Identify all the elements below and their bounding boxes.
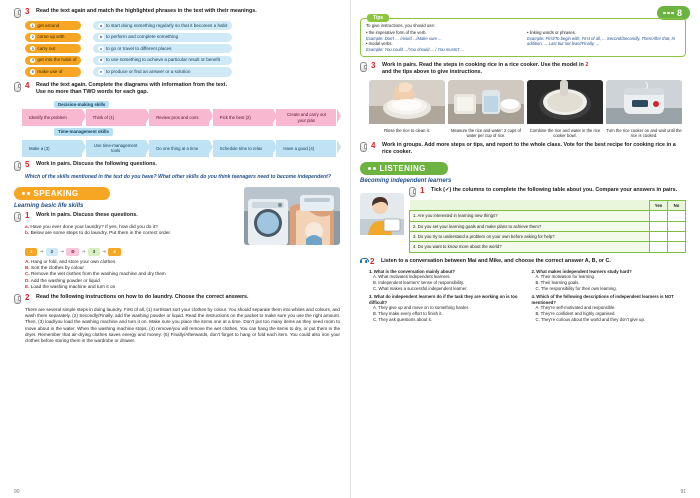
listening-ex1-number: 1 <box>420 185 425 195</box>
arrow-icon: ➜ <box>102 248 107 255</box>
match-label: get into the habit of <box>37 57 77 63</box>
bullet-text: Have you ever done your laundry? If yes, how did you do it? <box>30 224 158 230</box>
match-bullet: 4 <box>31 58 34 63</box>
question-4-option-a[interactable]: A. They're self-motivated and responsible. <box>535 305 616 311</box>
cooking-caption-2: Measure the rice and water: 2 cups of water per cup of rice. <box>450 127 522 139</box>
measure-rice-illustration <box>448 80 524 124</box>
diagram-2-step-1[interactable]: Make a (3) <box>22 140 82 157</box>
speaking-ex1-number: 1 <box>25 210 30 220</box>
diagram-2-title: Time-management skills <box>54 128 113 135</box>
cooking-step-2 <box>448 80 524 138</box>
tick-cell-no-2[interactable] <box>668 221 686 231</box>
match-bullet: b <box>100 35 103 40</box>
tips-item-3-head: • linking words or phrases. <box>527 30 576 36</box>
table-row <box>410 221 686 231</box>
diagram-1 <box>22 109 340 126</box>
cooking-step-1 <box>369 80 445 138</box>
mouse-icon <box>409 187 416 197</box>
question-2-option-b[interactable]: B. Their learning goals. <box>535 280 580 286</box>
chip-2[interactable]: 2 <box>46 248 58 256</box>
match-item-3[interactable] <box>25 44 81 53</box>
matching-activity <box>25 21 340 77</box>
right-exercise-4-instruction: Work in groups. Add more steps or tips, and report to the whole class. Vote for the best recipe for cooking rice in a rice cooker. <box>382 141 676 155</box>
dots-icon <box>663 12 674 15</box>
match-label: to go or travel to different places <box>105 45 172 51</box>
diagram-1-step-4[interactable]: Pick the best (2) <box>213 109 273 126</box>
match-bullet: 3 <box>31 46 34 51</box>
listening-ex1-header <box>409 187 686 197</box>
exercise-4-line2: Use no more than TWO words for each gap. <box>36 88 149 95</box>
laundry-instructions-paragraph: There are several simple steps in doing laundry. First of all, (1) sort/start sort your clothes by colour. You should separate them into whites and colours, and wash them separately. (2) Secondly/Finally, add the washing powder or liquid. Read the instructions on the packet to make sure you use the right amount. Then, (3) load/you load the washing machine and turn it on. Make sure you place the items one at a time. Don't put too many items as they need room to move about in the water. When the washing machine stops, (4) remove/you will remove the wet clothes. You can hang the items to dry, or put them in the dryer. Remember that air-drying clothes saves energy and money. (5) Finally/Afterwards, don't forget to hang or fold each item. You could also iron your clothes before storing them in the wardrobe or drawer. <box>25 307 340 344</box>
match-item-5[interactable] <box>25 67 81 76</box>
exercise-3-instruction: Read the text again and match the highlighted phrases in the text with their meanings. <box>36 8 257 14</box>
rinse-rice-illustration <box>369 80 445 124</box>
bullet-label: a. <box>25 224 30 230</box>
tick-cell-yes-3[interactable] <box>650 231 668 241</box>
right-exercise-3-number: 3 <box>371 61 376 71</box>
diagram-2-step-4: Schedule time to relax <box>213 140 273 157</box>
listening-banner <box>360 162 448 175</box>
cooking-photo-3 <box>527 80 603 126</box>
questions-column-2 <box>532 269 687 323</box>
exercise-3-header <box>14 8 340 18</box>
right-exercise-3-instruction <box>382 62 588 76</box>
laundry-order-chips <box>25 248 340 256</box>
diagram-2-step-3: Do one thing at a time <box>149 140 209 157</box>
exercise-4-header <box>14 82 340 96</box>
right-exercise-4-number: 4 <box>371 140 376 150</box>
match-label: come up with <box>37 34 65 40</box>
step-text: Load the washing machine and turn it on <box>30 283 116 289</box>
step-label: C. <box>25 271 30 277</box>
tips-column-1 <box>366 30 519 52</box>
student-reading-illustration <box>360 193 404 235</box>
match-bullet: c <box>100 46 103 51</box>
speaking-section <box>14 181 340 245</box>
learner-photo <box>360 193 404 237</box>
tips-item-2-head: • modal verbs. <box>366 41 393 47</box>
step-text: Sort the clothes by colour <box>31 265 84 271</box>
diagram-2 <box>22 140 340 157</box>
match-label: to start doing something regularly so that it becomes a habit <box>105 22 228 28</box>
exercise-5-header <box>14 161 340 171</box>
matching-right-column <box>93 21 232 77</box>
exercise-5-number: 5 <box>25 159 30 169</box>
match-option-b[interactable] <box>93 33 232 42</box>
table-header-no: No <box>668 200 686 210</box>
cooking-caption-3: Combine the rice and water in the rice cooker bowl. <box>529 127 601 139</box>
combine-rice-water-illustration <box>527 80 603 124</box>
arrow-icon: ➜ <box>60 248 65 255</box>
match-item-2[interactable] <box>25 33 81 42</box>
mouse-icon <box>14 161 21 171</box>
match-option-a[interactable] <box>93 21 232 30</box>
mouse-icon <box>14 82 21 92</box>
tick-cell-yes-4[interactable] <box>650 242 668 252</box>
match-bullet: a <box>100 23 103 28</box>
speaking-ex1-instruction: Work in pairs. Discuss these questions. <box>36 211 138 218</box>
match-label: get around <box>37 22 60 28</box>
instruction-ref-number: 2 <box>585 62 589 69</box>
right-exercise-3-header <box>360 62 686 76</box>
question-1-option-a[interactable]: A. What motivates independent learners. <box>373 274 451 280</box>
questions-column-1 <box>369 269 524 323</box>
right-exercise-4-header <box>360 142 686 156</box>
tick-cell-no-3[interactable] <box>668 231 686 241</box>
diagram-1-title: Decision-making skills <box>54 101 109 108</box>
exercise-5-instruction: Work in pairs. Discuss the following questions. <box>36 160 157 167</box>
laundry-photo-illustration <box>244 187 340 245</box>
table-question-2: 2. Do you set your learning goals and make plans to achieve them? <box>410 221 650 231</box>
listening-ex1-instruction: Tick (✓) the columns to complete the following table about you. Compare your answers in pairs. <box>431 186 678 193</box>
cooking-caption-1: Rinse the rice to clean it. <box>384 127 430 133</box>
headphones-icon <box>360 258 367 264</box>
matching-left-column <box>25 21 81 77</box>
match-bullet: 2 <box>31 35 34 40</box>
table-header-yes: Yes <box>650 200 668 210</box>
table-header-row <box>410 200 686 210</box>
match-option-c[interactable] <box>93 44 232 53</box>
cooking-photo-1 <box>369 80 445 126</box>
tick-cell-yes-2[interactable] <box>650 221 668 231</box>
speaking-banner-label: SPEAKING <box>33 188 79 198</box>
question-1: 1. What is the conversation mainly about? <box>369 268 455 274</box>
page-number-right: 91 <box>680 489 686 495</box>
table-row <box>410 231 686 241</box>
mouse-icon <box>14 8 21 18</box>
question-2-option-c[interactable]: C. The responsibility for their own learning. <box>535 286 617 292</box>
question-1-option-b[interactable]: B. Independent learners' sense of responsibility. <box>373 280 465 286</box>
step-label: E. <box>25 283 30 289</box>
question-3-option-c[interactable]: C. They ask questions about it. <box>373 317 432 323</box>
diagram-1-step-1: Identify the problem <box>22 109 82 126</box>
mouse-icon <box>14 294 21 304</box>
cooking-photo-2 <box>448 80 524 126</box>
table-row <box>410 211 686 221</box>
listening-ex1-block <box>360 187 686 253</box>
arrow-icon: ➜ <box>39 248 44 255</box>
match-item-4[interactable] <box>25 56 81 65</box>
match-option-e[interactable] <box>93 67 232 76</box>
match-bullet: e <box>100 69 103 74</box>
listening-subhead: Becoming independent learners <box>360 177 452 184</box>
tips-columns <box>366 30 680 52</box>
question-4: 4. Which of the following descriptions of independent learners is NOT mentioned? <box>531 293 674 305</box>
step-text: Hang or fold, and store your own clothes <box>31 259 116 265</box>
diagram-2-step-2: Use time-management tools <box>86 140 146 157</box>
yes-no-table <box>409 200 686 253</box>
cooking-step-3 <box>527 80 603 138</box>
match-bullet: 1 <box>31 23 34 28</box>
match-bullet: d <box>100 58 103 63</box>
question-3-option-a[interactable]: A. They give up and move on to something harder. <box>373 305 470 311</box>
speaking-ex1-bullet-b <box>25 231 238 237</box>
speaking-ex1-header <box>14 212 238 222</box>
chip-4[interactable]: 3 <box>88 248 100 256</box>
listening-ex2-number: 2 <box>370 256 375 266</box>
table-question-4: 4. Do you want to know more about the world? <box>410 242 650 252</box>
cooking-step-4 <box>606 80 682 138</box>
match-option-d[interactable] <box>93 56 232 65</box>
question-3: 3. What do independent learners do if the task they are working on is too difficult? <box>369 293 518 305</box>
tick-cell-no-4[interactable] <box>668 242 686 252</box>
exercise-4-line1: Read the text again. Complete the diagrams with information from the text. <box>36 81 228 88</box>
exercise-5-question: Which of the skills mentioned in the text do you have? What other skills do you think teenagers need to become independent? <box>25 173 331 180</box>
tick-cell-yes-1[interactable] <box>650 211 668 221</box>
tips-column-2 <box>527 30 680 52</box>
tips-lead: To give instructions, you should use: <box>366 23 436 28</box>
match-item-1[interactable] <box>25 21 81 30</box>
table-question-1: 1. Are you interested in learning new things? <box>410 211 650 221</box>
question-4-option-b[interactable]: B. They're confident and highly organised. <box>535 311 616 317</box>
speaking-ex2-header <box>14 294 340 304</box>
dots-icon <box>22 192 30 195</box>
rice-cooker-on-illustration <box>606 80 682 124</box>
laundry-photo <box>244 187 340 245</box>
match-label: to use something to achieve a particular result or benefit <box>105 57 221 63</box>
question-4-option-c[interactable]: C. They're curious about the world and they don't give up. <box>535 317 646 323</box>
step-text: Add the washing powder or liquid <box>30 277 100 283</box>
chip-3: D <box>66 248 79 256</box>
table-row <box>410 242 686 252</box>
diagram-2-step-5[interactable]: Have a good (4) <box>276 140 336 157</box>
cooking-caption-4: Turn the rice cooker on and wait until the rice is cooked. <box>606 127 682 139</box>
tips-item-3-example: Example: First/To begin with, First of all, ... Second/Secondly, Then/After that, In addition, ... Last but not least/Finally, ... <box>527 35 676 47</box>
dots-icon <box>368 167 376 170</box>
step-label: A. <box>25 259 30 265</box>
exercise-4-instruction <box>36 82 227 96</box>
tips-item-2-example: Example: You could .../You should ... / You mustn't ... <box>366 46 464 52</box>
tips-box <box>360 14 686 57</box>
listening-ex2-header <box>360 258 686 266</box>
mouse-icon <box>360 142 367 152</box>
listening-banner-label: LISTENING <box>379 163 426 173</box>
instruction-part1: Work in pairs. Read the steps in cooking rice in a rice cooker. Use the model in <box>382 62 584 69</box>
tick-cell-no-1[interactable] <box>668 211 686 221</box>
match-label: carry out <box>37 45 56 51</box>
speaking-ex2-number: 2 <box>25 293 30 303</box>
right-page <box>350 0 700 498</box>
tips-item-1-head: • the imperative form of the verb. <box>366 30 427 36</box>
chip-5[interactable]: 4 <box>108 248 120 256</box>
question-2: 2. What makes independent learners study hard? <box>531 268 632 274</box>
diagram-1-step-3: Review pros and cons <box>149 109 209 126</box>
mouse-icon <box>14 212 21 222</box>
listening-ex2-instruction: Listen to a conversation between Mai and Mike, and choose the correct answer A, B, or C. <box>381 257 611 264</box>
cooking-steps-row <box>369 80 686 138</box>
question-1-option-c[interactable]: C. What makes a successful independent learner. <box>373 286 468 292</box>
speaking-subhead: Learning basic life skills <box>14 202 84 209</box>
question-2-option-a[interactable]: A. Their motivation for learning. <box>535 274 596 280</box>
bullet-label: b. <box>25 231 30 237</box>
step-label: D. <box>25 277 30 283</box>
match-label: to perform and complete something <box>105 34 179 40</box>
question-3-option-b[interactable]: B. They make every effort to finish it. <box>373 311 443 317</box>
diagram-1-step-2[interactable]: Think of (1) <box>86 109 146 126</box>
mouse-icon <box>360 62 367 72</box>
tips-item-1-example: Example: Don't ... /Avoid .../Make sure ... <box>366 35 442 41</box>
bullet-text: Below are some steps to do laundry. Put them in the correct order. <box>30 231 172 237</box>
match-label: make use of <box>37 68 63 74</box>
chip-1[interactable]: 1 <box>25 248 37 256</box>
match-label: to produce or find an answer or a solution <box>105 68 191 74</box>
unit-number: 8 <box>676 8 682 18</box>
listening-questions <box>369 269 686 323</box>
match-bullet: 5 <box>31 69 34 74</box>
arrow-icon: ➜ <box>81 248 86 255</box>
instruction-part2: and the tips above to give instructions. <box>382 69 483 76</box>
page-number-left: 90 <box>14 489 20 495</box>
step-text: Remove the wet clothes from the washing machine and dry them <box>31 271 166 277</box>
exercise-3-number: 3 <box>25 7 30 16</box>
table-header-blank <box>410 200 650 210</box>
exercise-4-number: 4 <box>25 80 30 90</box>
speaking-ex2-instruction: Read the following instructions on how to do laundry. Choose the correct answers. <box>36 294 249 301</box>
diagram-1-step-5: Create and carry out your plan <box>276 109 336 126</box>
table-question-3: 3. Do you try to understand a problem on your own before asking for help? <box>410 231 650 241</box>
speaking-banner <box>14 187 110 200</box>
step-label: B. <box>25 265 30 271</box>
laundry-step-e <box>25 284 340 290</box>
tips-title: Tips <box>367 14 389 22</box>
cooking-photo-4 <box>606 80 682 126</box>
